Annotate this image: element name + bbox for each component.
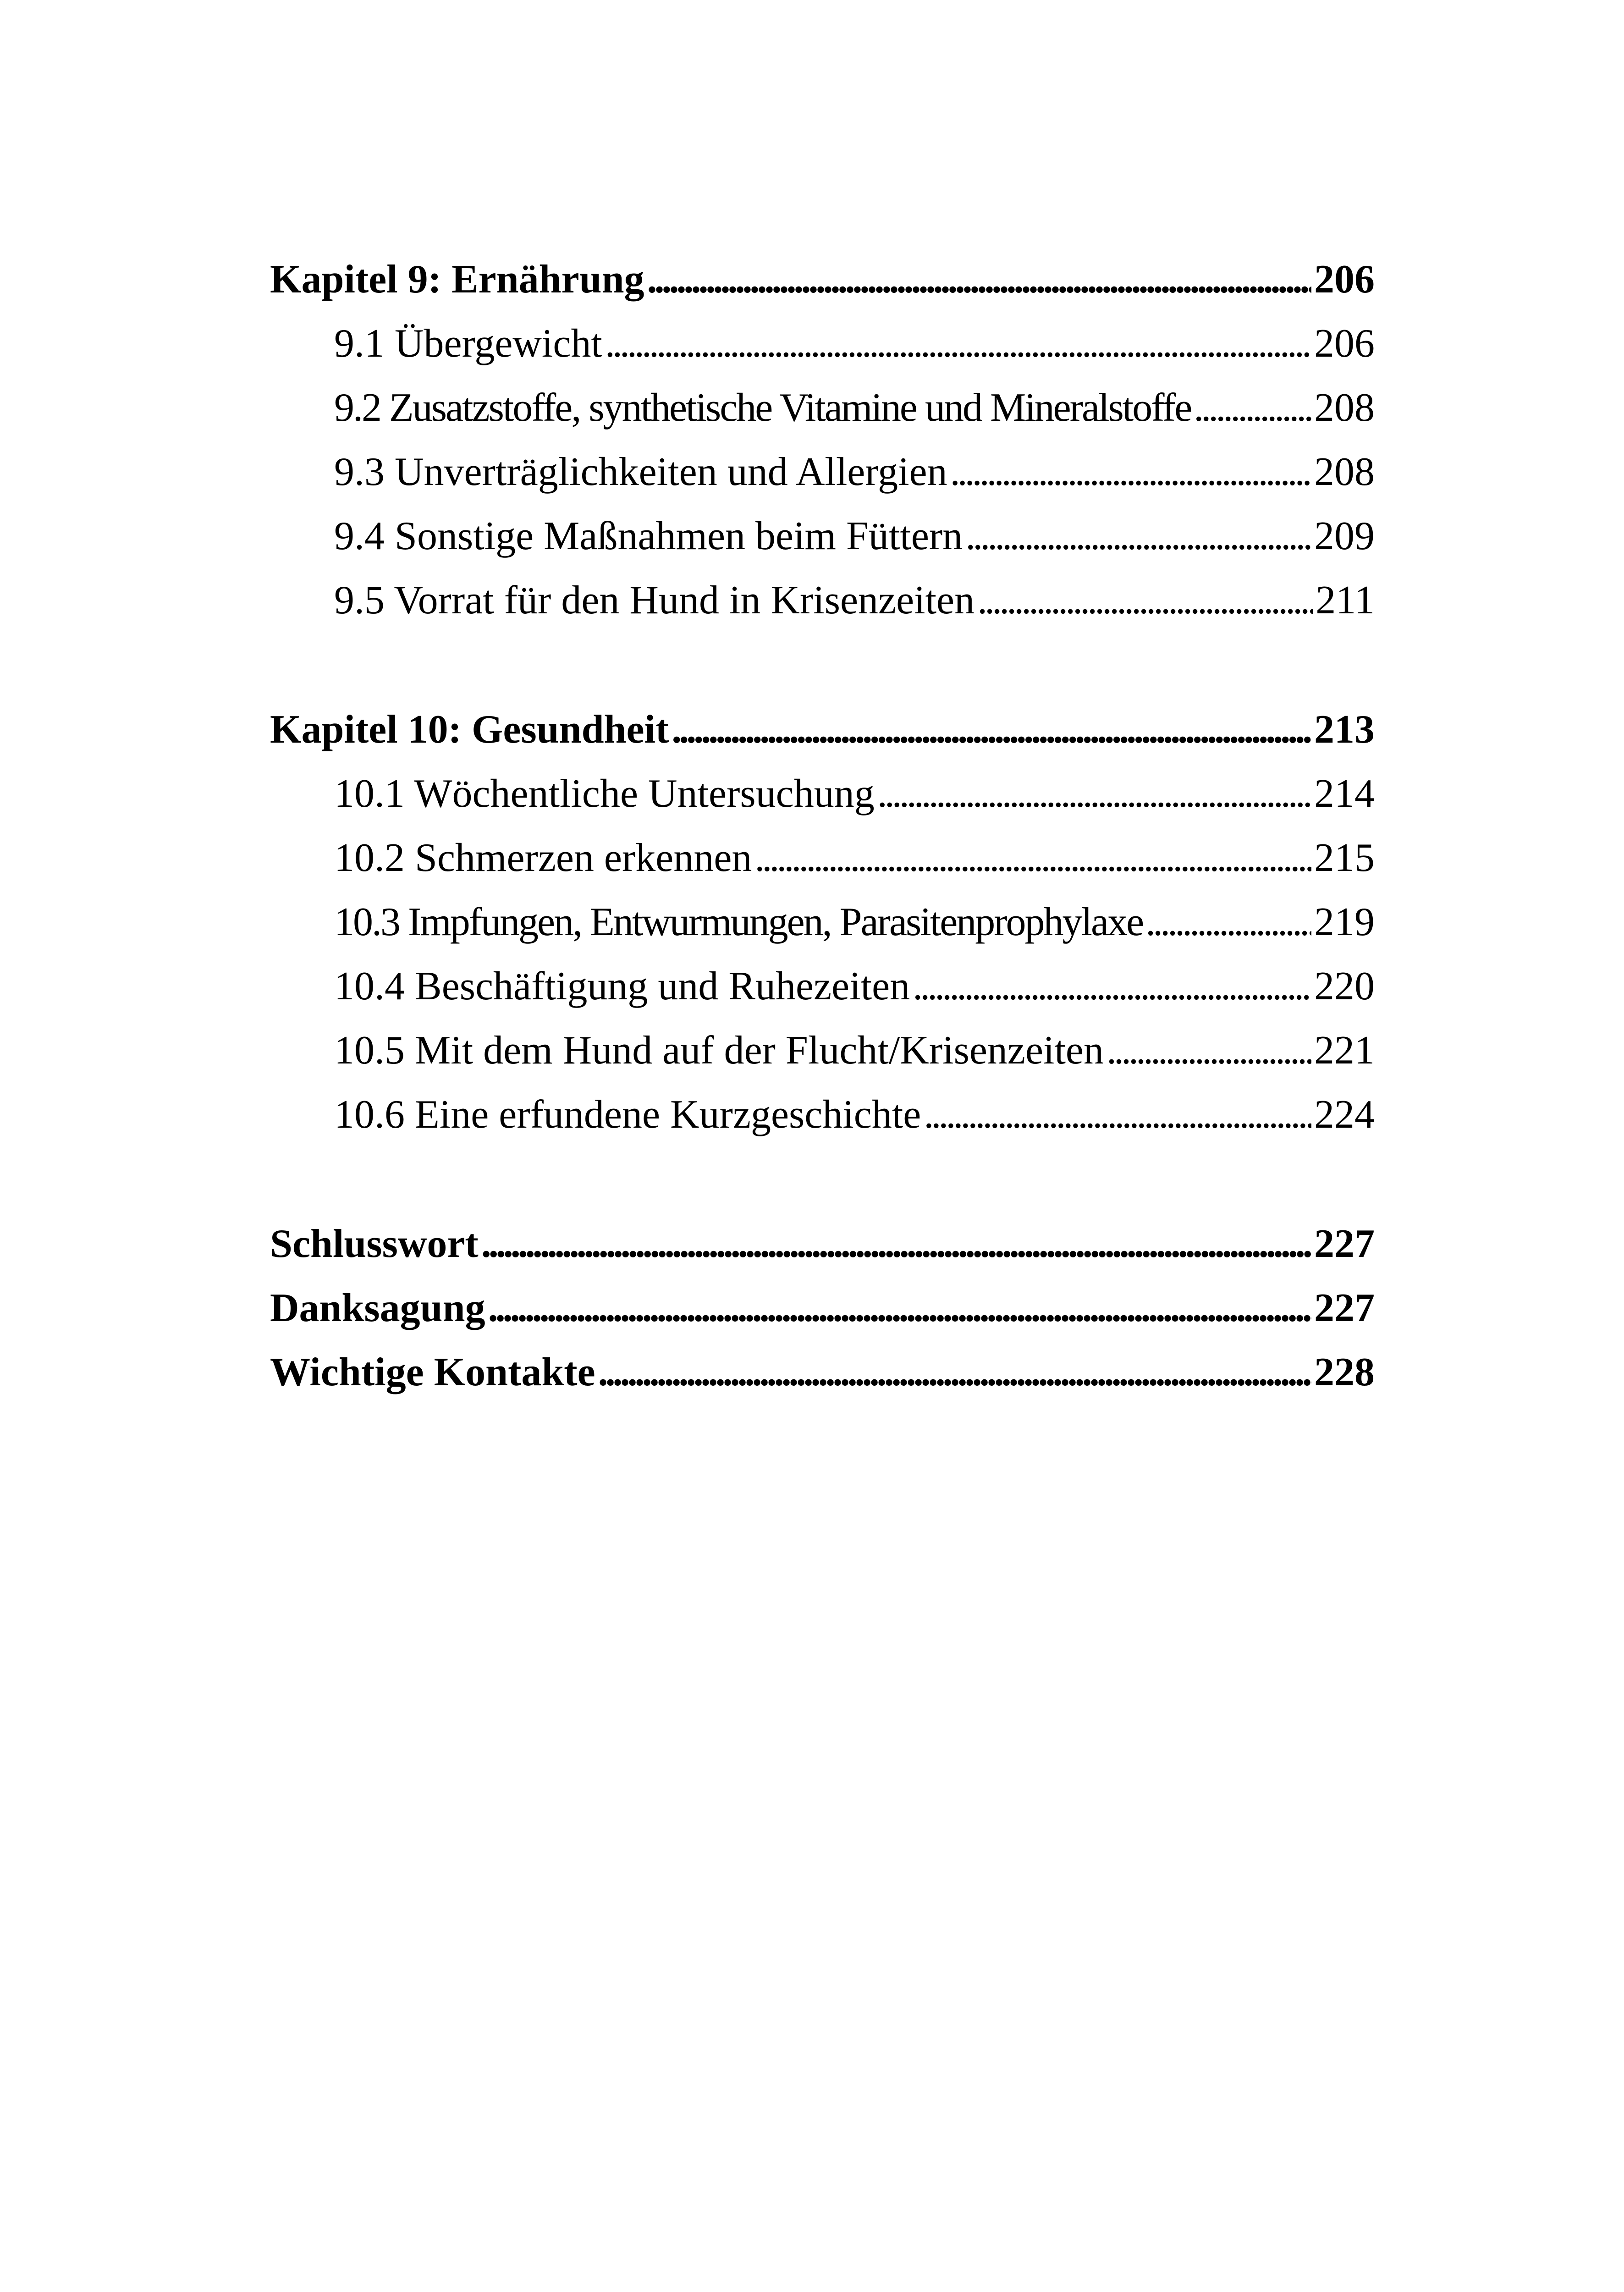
toc-entry-chapter-10 [270, 698, 1375, 762]
entry-title: 9.3 Unverträglichkeiten und Allergien [334, 450, 947, 494]
entry-page: 213 [1314, 707, 1375, 752]
entry-page: 209 [1314, 514, 1375, 558]
toc-entry-wichtige-kontakte [270, 1340, 1375, 1405]
entry-title: 10.3 Impfungen, Entwurmungen, Parasitenprophylaxe [334, 900, 1143, 944]
entry-page: 220 [1314, 964, 1375, 1008]
dot-leader [913, 954, 1311, 1019]
dot-leader [605, 312, 1311, 376]
entry-title: 9.4 Sonstige Maßnahmen beim Füttern [334, 514, 963, 558]
entry-page: 228 [1314, 1350, 1375, 1394]
dot-leader [977, 568, 1313, 633]
toc-entry-danksagung [270, 1276, 1375, 1340]
toc-entry-10-6 [270, 1083, 1375, 1147]
entry-title: 10.6 Eine erfundene Kurzgeschichte [334, 1092, 921, 1137]
entry-title: 10.2 Schmerzen erkennen [334, 836, 752, 880]
dot-leader [1194, 376, 1311, 440]
toc-entry-9-5 [270, 568, 1375, 633]
dot-leader [672, 698, 1311, 762]
dot-leader [598, 1340, 1311, 1405]
entry-page: 214 [1314, 771, 1375, 816]
toc-entry-9-3 [270, 440, 1375, 504]
entry-title: 9.5 Vorrat für den Hund in Krisenzeiten [334, 578, 975, 623]
table-of-contents [270, 248, 1375, 1405]
dot-leader [950, 440, 1311, 504]
entry-title: Wichtige Kontakte [270, 1350, 595, 1394]
dot-leader [965, 504, 1311, 568]
dot-leader [647, 248, 1311, 312]
dot-leader [754, 826, 1311, 890]
entry-title: Schlusswort [270, 1222, 479, 1266]
toc-entry-9-2 [270, 376, 1375, 440]
entry-title: 9.1 Übergewicht [334, 321, 602, 366]
dot-leader [481, 1212, 1311, 1276]
entry-page: 221 [1314, 1028, 1375, 1073]
entry-page: 206 [1314, 257, 1375, 302]
dot-leader [924, 1083, 1311, 1147]
entry-page: 208 [1314, 386, 1375, 430]
toc-entry-10-1 [270, 762, 1375, 826]
entry-page: 206 [1314, 321, 1375, 366]
entry-title: Kapitel 10: Gesundheit [270, 707, 669, 752]
entry-page: 227 [1314, 1286, 1375, 1330]
dot-leader [1107, 1019, 1311, 1083]
entry-page: 215 [1314, 836, 1375, 880]
entry-page: 219 [1314, 900, 1375, 944]
entry-title: Danksagung [270, 1286, 485, 1330]
toc-entry-10-2 [270, 826, 1375, 890]
toc-entry-chapter-9 [270, 248, 1375, 312]
entry-title: 10.1 Wöchentliche Untersuchung [334, 771, 875, 816]
toc-entry-schlusswort [270, 1212, 1375, 1276]
toc-entry-10-5 [270, 1019, 1375, 1083]
entry-page: 208 [1314, 450, 1375, 494]
entry-page: 227 [1314, 1222, 1375, 1266]
entry-title: Kapitel 9: Ernährung [270, 257, 644, 302]
entry-title: 10.5 Mit dem Hund auf der Flucht/Krisenzeiten [334, 1028, 1104, 1073]
dot-leader [877, 762, 1311, 826]
toc-entry-9-4 [270, 504, 1375, 568]
entry-title: 9.2 Zusatzstoffe, synthetische Vitamine und Mineralstoffe [334, 386, 1191, 430]
toc-entry-10-3 [270, 890, 1375, 954]
dot-leader [1145, 890, 1311, 954]
entry-page: 211 [1316, 578, 1375, 623]
toc-entry-9-1 [270, 312, 1375, 376]
entry-title: 10.4 Beschäftigung und Ruhezeiten [334, 964, 910, 1008]
toc-entry-10-4 [270, 954, 1375, 1019]
entry-page: 224 [1314, 1092, 1375, 1137]
dot-leader [488, 1276, 1311, 1340]
